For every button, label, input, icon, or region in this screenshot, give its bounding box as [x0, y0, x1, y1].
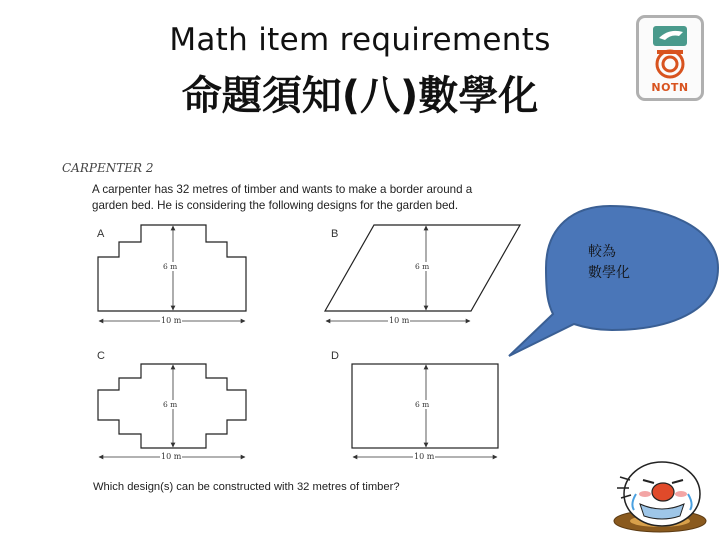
callout-line2: 數學化 [588, 265, 630, 281]
option-a-width-label: 10 m [161, 316, 182, 325]
option-d-height-label: 6 m [415, 400, 430, 409]
question-text: Which design(s) can be constructed with 32 metres of timber? [93, 481, 400, 493]
option-b-height-label: 6 m [415, 262, 430, 271]
callout-text [588, 242, 668, 284]
problem-name: CARPENTER 2 [62, 161, 154, 175]
option-c-height-label: 6 m [163, 400, 178, 409]
option-d-label: D [331, 350, 339, 362]
option-a-height-label: 6 m [163, 262, 178, 271]
option-d-width-label: 10 m [414, 452, 435, 461]
page-subtitle: 命題須知(八)數學化 [181, 73, 539, 119]
problem-intro-line1: A carpenter has 32 metres of timber and wants to make a border around a [92, 183, 473, 196]
option-a-label: A [97, 228, 105, 240]
page-title: Math item requirements [169, 22, 551, 58]
option-c-label: C [97, 350, 105, 362]
option-b-label: B [331, 228, 339, 240]
logo-text: NOTN [651, 81, 689, 94]
callout-line1: 較為 [588, 244, 616, 260]
option-b-width-label: 10 m [389, 316, 410, 325]
problem-intro-line2: garden bed. He is considering the following designs for the garden bed. [92, 199, 459, 212]
crying-mascot-icon [614, 462, 706, 532]
option-c-width-label: 10 m [161, 452, 182, 461]
